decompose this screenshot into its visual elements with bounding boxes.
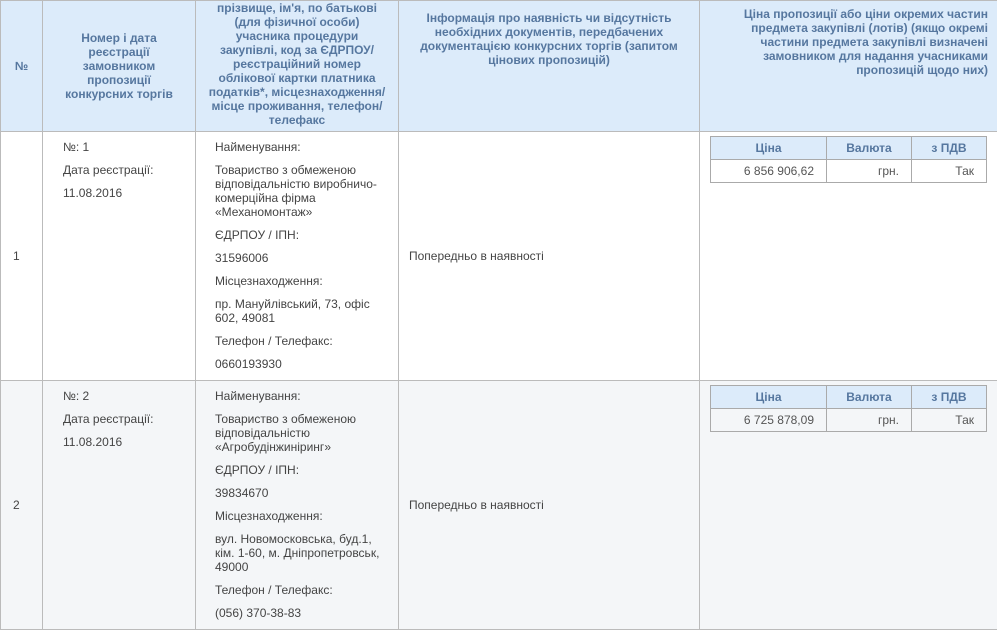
price-value: 6 725 878,09: [711, 409, 827, 432]
vat-header: з ПДВ: [912, 386, 987, 409]
reg-date: 11.08.2016: [63, 435, 183, 449]
price-header: Ціна: [711, 137, 827, 160]
price-table: [710, 385, 987, 432]
currency-value: грн.: [827, 409, 912, 432]
name-label: Найменування:: [215, 389, 388, 403]
reg-number: №: 2: [63, 389, 183, 403]
registration-cell: [43, 381, 196, 630]
name-label: Найменування:: [215, 140, 388, 154]
currency-header: Валюта: [827, 386, 912, 409]
header-documents: Інформація про наявність чи відсутність необхідних документів, передбачених документацією конкурсних торгів (запитом цінових пропозицій): [399, 1, 700, 132]
participant-cell: [196, 381, 399, 630]
price-value: 6 856 906,62: [711, 160, 827, 183]
price-cell: [700, 381, 997, 630]
phone-label: Телефон / Телефакс:: [215, 334, 388, 348]
vat-header: з ПДВ: [912, 137, 987, 160]
price-table: [710, 136, 987, 183]
edrpou-label: ЄДРПОУ / ІПН:: [215, 228, 388, 242]
location-label: Місцезнаходження:: [215, 509, 388, 523]
reg-date: 11.08.2016: [63, 186, 183, 200]
row-index: 1: [1, 132, 43, 381]
availability: Попередньо в наявності: [399, 132, 700, 381]
reg-date-label: Дата реєстрації:: [63, 412, 183, 426]
location-value: вул. Новомосковська, буд.1, кім. 1-60, м. Дніпропетровськ, 49000: [215, 532, 388, 574]
row-index: 2: [1, 381, 43, 630]
phone-value: (056) 370-38-83: [215, 606, 388, 620]
header-row: [1, 1, 997, 132]
currency-value: грн.: [827, 160, 912, 183]
vat-value: Так: [912, 160, 987, 183]
header-registration: Номер і дата реєстрації замовником пропозиції конкурсних торгів: [43, 1, 196, 132]
participant-cell: [196, 132, 399, 381]
availability: Попередньо в наявності: [399, 381, 700, 630]
registration-cell: [43, 132, 196, 381]
price-cell: [700, 132, 997, 381]
location-value: пр. Мануйлівський, 73, офіс 602, 49081: [215, 297, 388, 325]
edrpou-label: ЄДРПОУ / ІПН:: [215, 463, 388, 477]
price-header: Ціна: [711, 386, 827, 409]
header-no: №: [1, 1, 43, 132]
participant-name: Товариство з обмеженою відповідальністю «Агробудінжиніринг»: [215, 412, 388, 454]
table-row: [1, 132, 997, 381]
table-row: [1, 381, 997, 630]
phone-label: Телефон / Телефакс:: [215, 583, 388, 597]
edrpou-value: 31596006: [215, 251, 388, 265]
phone-value: 0660193930: [215, 357, 388, 371]
reg-date-label: Дата реєстрації:: [63, 163, 183, 177]
edrpou-value: 39834670: [215, 486, 388, 500]
participant-name: Товариство з обмеженою відповідальністю виробничо-комерційна фірма «Механомонтаж»: [215, 163, 388, 219]
location-label: Місцезнаходження:: [215, 274, 388, 288]
header-participant: прізвище, ім'я, по батькові (для фізичної особи) учасника процедури закупівлі, код за ЄДРПОУ/ реєстраційний номер облікової картки платника податків*, місцезнаходження/ місце проживання, телефон/ телефакс: [196, 1, 399, 132]
currency-header: Валюта: [827, 137, 912, 160]
reg-number: №: 1: [63, 140, 183, 154]
vat-value: Так: [912, 409, 987, 432]
header-price: Ціна пропозиції або ціни окремих частин предмета закупівлі (лотів) (якщо окремі частини предмета закупівлі визначені замовником для надання учасниками пропозицій щодо них): [700, 1, 997, 132]
